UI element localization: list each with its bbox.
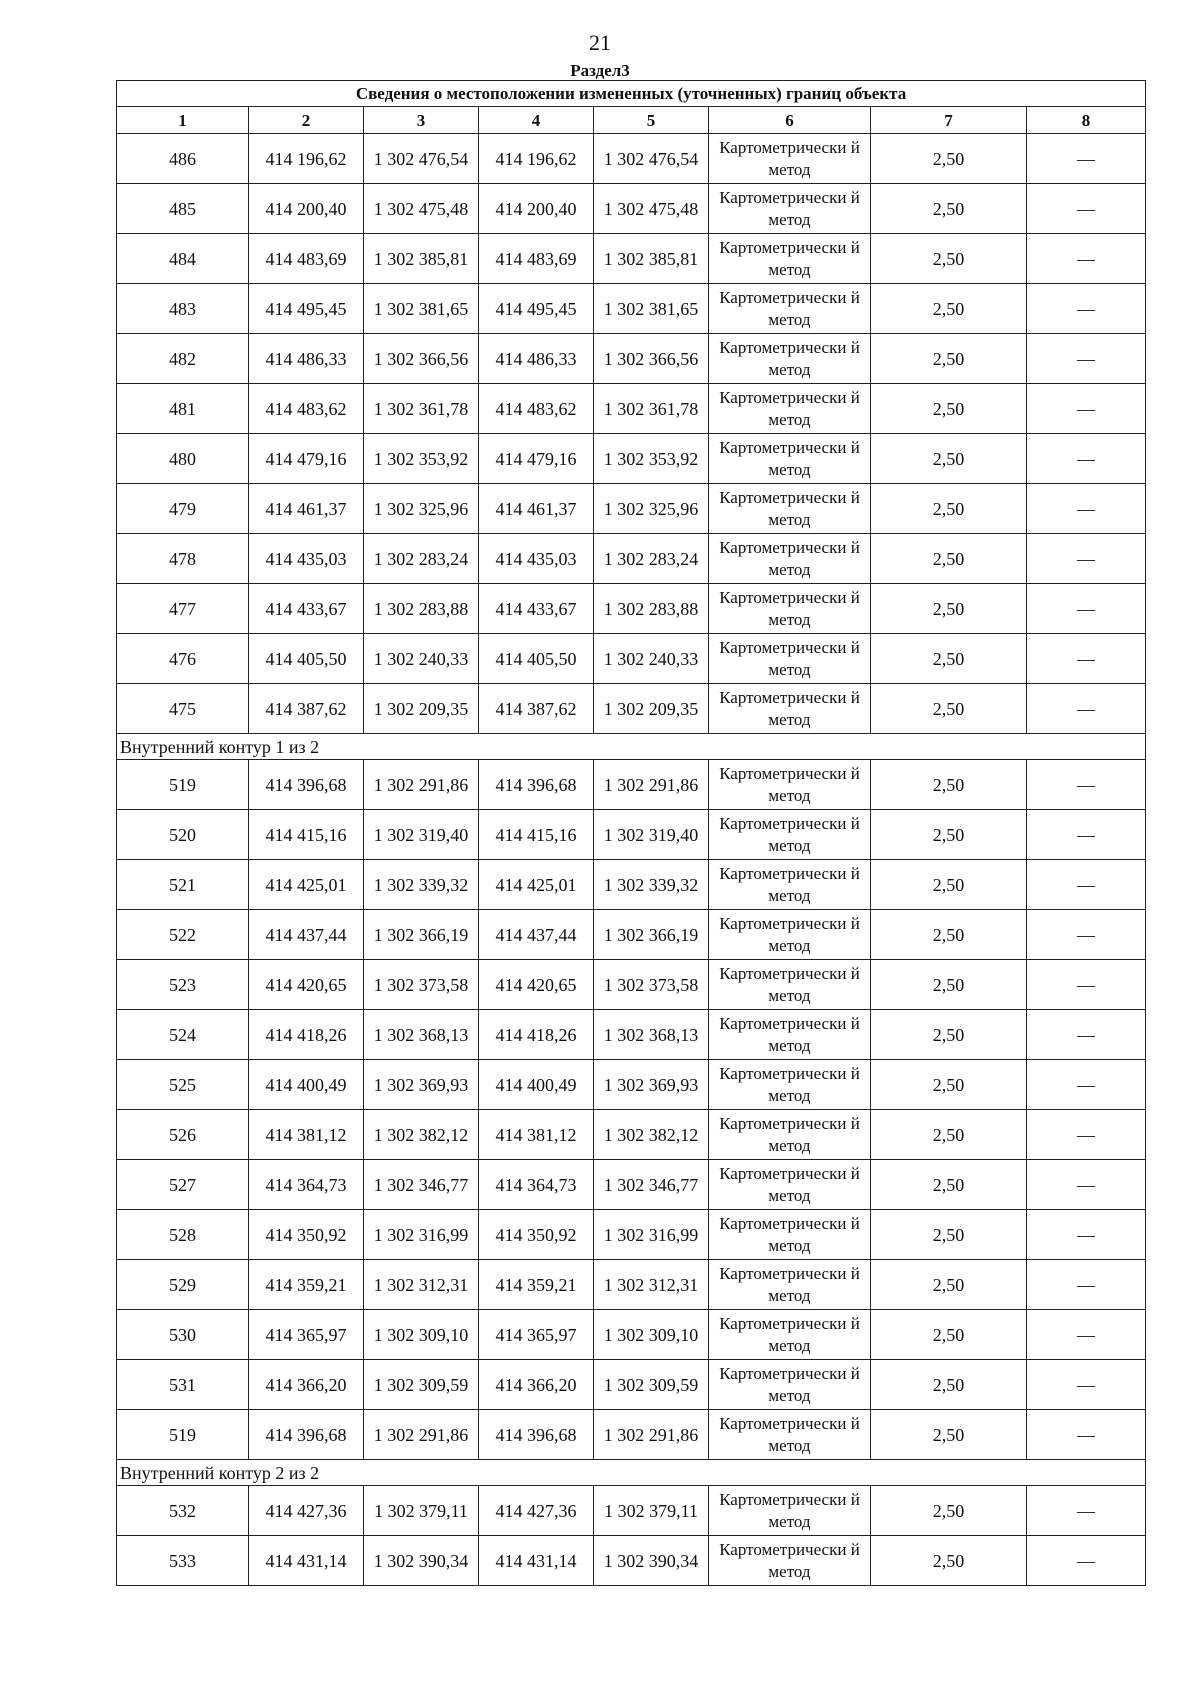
method-cell: Картометрически й метод — [709, 810, 871, 860]
x-existing-cell: 414 196,62 — [249, 134, 364, 184]
x-existing-cell: 414 366,20 — [249, 1360, 364, 1410]
y-existing-cell: 1 302 309,10 — [364, 1310, 479, 1360]
accuracy-cell: 2,50 — [871, 284, 1027, 334]
method-cell: Картометрически й метод — [709, 1160, 871, 1210]
description-cell: — — [1027, 1410, 1146, 1460]
x-existing-cell: 414 483,62 — [249, 384, 364, 434]
table-row — [117, 484, 1146, 534]
description-cell: — — [1027, 1310, 1146, 1360]
x-existing-cell: 414 431,14 — [249, 1536, 364, 1586]
description-cell: — — [1027, 684, 1146, 734]
point-number-cell: 475 — [117, 684, 249, 734]
x-refined-cell: 414 431,14 — [479, 1536, 594, 1586]
y-refined-cell: 1 302 475,48 — [594, 184, 709, 234]
point-number-cell: 483 — [117, 284, 249, 334]
y-existing-cell: 1 302 209,35 — [364, 684, 479, 734]
x-existing-cell: 414 365,97 — [249, 1310, 364, 1360]
accuracy-cell: 2,50 — [871, 584, 1027, 634]
y-refined-cell: 1 302 476,54 — [594, 134, 709, 184]
point-number-cell: 523 — [117, 960, 249, 1010]
description-cell: — — [1027, 760, 1146, 810]
method-cell: Картометрически й метод — [709, 1310, 871, 1360]
method-cell: Картометрически й метод — [709, 634, 871, 684]
y-refined-cell: 1 302 385,81 — [594, 234, 709, 284]
point-number-cell: 484 — [117, 234, 249, 284]
accuracy-cell: 2,50 — [871, 1060, 1027, 1110]
y-refined-cell: 1 302 381,65 — [594, 284, 709, 334]
x-refined-cell: 414 359,21 — [479, 1260, 594, 1310]
y-refined-cell: 1 302 366,19 — [594, 910, 709, 960]
table-row — [117, 1260, 1146, 1310]
table-row — [117, 634, 1146, 684]
x-existing-cell: 414 433,67 — [249, 584, 364, 634]
point-number-cell: 486 — [117, 134, 249, 184]
accuracy-cell: 2,50 — [871, 960, 1027, 1010]
table-row — [117, 1010, 1146, 1060]
table-row — [117, 910, 1146, 960]
y-refined-cell: 1 302 283,88 — [594, 584, 709, 634]
x-refined-cell: 414 435,03 — [479, 534, 594, 584]
accuracy-cell: 2,50 — [871, 1260, 1027, 1310]
description-cell: — — [1027, 1210, 1146, 1260]
table-row — [117, 1536, 1146, 1586]
method-cell: Картометрически й метод — [709, 1210, 871, 1260]
x-refined-cell: 414 425,01 — [479, 860, 594, 910]
description-cell: — — [1027, 1060, 1146, 1110]
y-existing-cell: 1 302 390,34 — [364, 1536, 479, 1586]
x-existing-cell: 414 350,92 — [249, 1210, 364, 1260]
accuracy-cell: 2,50 — [871, 334, 1027, 384]
contour-label: Внутренний контур 1 из 2 — [117, 734, 1146, 760]
contour-header-row — [117, 1460, 1146, 1486]
method-cell: Картометрически й метод — [709, 960, 871, 1010]
y-existing-cell: 1 302 316,99 — [364, 1210, 479, 1260]
x-refined-cell: 414 483,69 — [479, 234, 594, 284]
method-cell: Картометрически й метод — [709, 1410, 871, 1460]
table-row — [117, 760, 1146, 810]
point-number-cell: 477 — [117, 584, 249, 634]
x-refined-cell: 414 495,45 — [479, 284, 594, 334]
column-number: 4 — [479, 107, 594, 134]
accuracy-cell: 2,50 — [871, 384, 1027, 434]
accuracy-cell: 2,50 — [871, 1210, 1027, 1260]
y-existing-cell: 1 302 475,48 — [364, 184, 479, 234]
y-existing-cell: 1 302 312,31 — [364, 1260, 479, 1310]
point-number-cell: 476 — [117, 634, 249, 684]
column-number: 8 — [1027, 107, 1146, 134]
column-number: 7 — [871, 107, 1027, 134]
x-refined-cell: 414 196,62 — [479, 134, 594, 184]
point-number-cell: 519 — [117, 760, 249, 810]
page-number: 21 — [589, 30, 611, 55]
description-cell: — — [1027, 334, 1146, 384]
method-cell: Картометрически й метод — [709, 184, 871, 234]
contour-header-row — [117, 734, 1146, 760]
boundary-coordinates-table — [116, 80, 1146, 1586]
accuracy-cell: 2,50 — [871, 1310, 1027, 1360]
description-cell: — — [1027, 1160, 1146, 1210]
x-refined-cell: 414 200,40 — [479, 184, 594, 234]
y-existing-cell: 1 302 366,19 — [364, 910, 479, 960]
column-numbers-row — [117, 107, 1146, 134]
y-refined-cell: 1 302 319,40 — [594, 810, 709, 860]
method-cell: Картометрически й метод — [709, 1010, 871, 1060]
x-existing-cell: 414 418,26 — [249, 1010, 364, 1060]
y-existing-cell: 1 302 309,59 — [364, 1360, 479, 1410]
x-existing-cell: 414 396,68 — [249, 1410, 364, 1460]
y-existing-cell: 1 302 381,65 — [364, 284, 479, 334]
method-cell: Картометрически й метод — [709, 1360, 871, 1410]
point-number-cell: 532 — [117, 1486, 249, 1536]
table-caption: Сведения о местоположении измененных (уточненных) границ объекта — [117, 81, 1146, 107]
y-refined-cell: 1 302 361,78 — [594, 384, 709, 434]
y-refined-cell: 1 302 369,93 — [594, 1060, 709, 1110]
accuracy-cell: 2,50 — [871, 860, 1027, 910]
method-cell: Картометрически й метод — [709, 584, 871, 634]
y-existing-cell: 1 302 319,40 — [364, 810, 479, 860]
table-row — [117, 584, 1146, 634]
description-cell: — — [1027, 960, 1146, 1010]
x-refined-cell: 414 396,68 — [479, 1410, 594, 1460]
point-number-cell: 478 — [117, 534, 249, 584]
x-refined-cell: 414 461,37 — [479, 484, 594, 534]
accuracy-cell: 2,50 — [871, 1010, 1027, 1060]
x-existing-cell: 414 396,68 — [249, 760, 364, 810]
description-cell: — — [1027, 860, 1146, 910]
accuracy-cell: 2,50 — [871, 1486, 1027, 1536]
x-refined-cell: 414 420,65 — [479, 960, 594, 1010]
method-cell: Картометрически й метод — [709, 234, 871, 284]
y-refined-cell: 1 302 209,35 — [594, 684, 709, 734]
table-row — [117, 1110, 1146, 1160]
method-cell: Картометрически й метод — [709, 1536, 871, 1586]
accuracy-cell: 2,50 — [871, 1110, 1027, 1160]
x-refined-cell: 414 483,62 — [479, 384, 594, 434]
x-existing-cell: 414 405,50 — [249, 634, 364, 684]
y-existing-cell: 1 302 283,24 — [364, 534, 479, 584]
table-row — [117, 234, 1146, 284]
point-number-cell: 522 — [117, 910, 249, 960]
x-refined-cell: 414 400,49 — [479, 1060, 594, 1110]
x-refined-cell: 414 396,68 — [479, 760, 594, 810]
point-number-cell: 527 — [117, 1160, 249, 1210]
description-cell: — — [1027, 1260, 1146, 1310]
y-existing-cell: 1 302 368,13 — [364, 1010, 479, 1060]
table-row — [117, 1310, 1146, 1360]
description-cell: — — [1027, 434, 1146, 484]
contour-label: Внутренний контур 2 из 2 — [117, 1460, 1146, 1486]
x-existing-cell: 414 381,12 — [249, 1110, 364, 1160]
accuracy-cell: 2,50 — [871, 484, 1027, 534]
x-existing-cell: 414 415,16 — [249, 810, 364, 860]
description-cell: — — [1027, 910, 1146, 960]
accuracy-cell: 2,50 — [871, 910, 1027, 960]
y-refined-cell: 1 302 373,58 — [594, 960, 709, 1010]
y-refined-cell: 1 302 366,56 — [594, 334, 709, 384]
table-row — [117, 860, 1146, 910]
x-refined-cell: 414 486,33 — [479, 334, 594, 384]
point-number-cell: 520 — [117, 810, 249, 860]
method-cell: Картометрически й метод — [709, 1060, 871, 1110]
description-cell: — — [1027, 284, 1146, 334]
description-cell: — — [1027, 1360, 1146, 1410]
description-cell: — — [1027, 234, 1146, 284]
x-existing-cell: 414 495,45 — [249, 284, 364, 334]
description-cell: — — [1027, 484, 1146, 534]
y-refined-cell: 1 302 346,77 — [594, 1160, 709, 1210]
x-refined-cell: 414 415,16 — [479, 810, 594, 860]
x-refined-cell: 414 433,67 — [479, 584, 594, 634]
x-existing-cell: 414 486,33 — [249, 334, 364, 384]
y-existing-cell: 1 302 379,11 — [364, 1486, 479, 1536]
method-cell: Картометрически й метод — [709, 134, 871, 184]
y-refined-cell: 1 302 291,86 — [594, 1410, 709, 1460]
point-number-cell: 519 — [117, 1410, 249, 1460]
y-refined-cell: 1 302 283,24 — [594, 534, 709, 584]
y-refined-cell: 1 302 325,96 — [594, 484, 709, 534]
method-cell: Картометрически й метод — [709, 1260, 871, 1310]
y-existing-cell: 1 302 353,92 — [364, 434, 479, 484]
y-existing-cell: 1 302 240,33 — [364, 634, 479, 684]
column-number: 2 — [249, 107, 364, 134]
description-cell: — — [1027, 134, 1146, 184]
y-existing-cell: 1 302 346,77 — [364, 1160, 479, 1210]
section-title: Раздел3 — [570, 61, 630, 80]
accuracy-cell: 2,50 — [871, 184, 1027, 234]
point-number-cell: 482 — [117, 334, 249, 384]
accuracy-cell: 2,50 — [871, 1360, 1027, 1410]
method-cell: Картометрически й метод — [709, 384, 871, 434]
y-existing-cell: 1 302 385,81 — [364, 234, 479, 284]
x-existing-cell: 414 400,49 — [249, 1060, 364, 1110]
point-number-cell: 529 — [117, 1260, 249, 1310]
accuracy-cell: 2,50 — [871, 134, 1027, 184]
point-number-cell: 521 — [117, 860, 249, 910]
y-refined-cell: 1 302 240,33 — [594, 634, 709, 684]
method-cell: Картометрически й метод — [709, 1486, 871, 1536]
x-existing-cell: 414 425,01 — [249, 860, 364, 910]
x-existing-cell: 414 437,44 — [249, 910, 364, 960]
x-existing-cell: 414 387,62 — [249, 684, 364, 734]
y-existing-cell: 1 302 476,54 — [364, 134, 479, 184]
table-row — [117, 960, 1146, 1010]
column-number: 6 — [709, 107, 871, 134]
method-cell: Картометрически й метод — [709, 684, 871, 734]
y-existing-cell: 1 302 339,32 — [364, 860, 479, 910]
x-existing-cell: 414 364,73 — [249, 1160, 364, 1210]
point-number-cell: 531 — [117, 1360, 249, 1410]
accuracy-cell: 2,50 — [871, 1160, 1027, 1210]
table-row — [117, 1210, 1146, 1260]
table-row — [117, 1060, 1146, 1110]
accuracy-cell: 2,50 — [871, 810, 1027, 860]
y-existing-cell: 1 302 382,12 — [364, 1110, 479, 1160]
y-refined-cell: 1 302 382,12 — [594, 1110, 709, 1160]
x-refined-cell: 414 418,26 — [479, 1010, 594, 1060]
table-row — [117, 1486, 1146, 1536]
x-refined-cell: 414 479,16 — [479, 434, 594, 484]
description-cell: — — [1027, 1110, 1146, 1160]
method-cell: Картометрически й метод — [709, 284, 871, 334]
x-refined-cell: 414 427,36 — [479, 1486, 594, 1536]
x-refined-cell: 414 381,12 — [479, 1110, 594, 1160]
column-number: 3 — [364, 107, 479, 134]
y-refined-cell: 1 302 291,86 — [594, 760, 709, 810]
description-cell: — — [1027, 1010, 1146, 1060]
y-existing-cell: 1 302 361,78 — [364, 384, 479, 434]
y-refined-cell: 1 302 339,32 — [594, 860, 709, 910]
method-cell: Картометрически й метод — [709, 910, 871, 960]
method-cell: Картометрически й метод — [709, 760, 871, 810]
description-cell: — — [1027, 584, 1146, 634]
table-row — [117, 334, 1146, 384]
table-row — [117, 134, 1146, 184]
y-existing-cell: 1 302 369,93 — [364, 1060, 479, 1110]
x-existing-cell: 414 479,16 — [249, 434, 364, 484]
description-cell: — — [1027, 634, 1146, 684]
point-number-cell: 524 — [117, 1010, 249, 1060]
point-number-cell: 533 — [117, 1536, 249, 1586]
method-cell: Картометрически й метод — [709, 334, 871, 384]
x-refined-cell: 414 350,92 — [479, 1210, 594, 1260]
x-refined-cell: 414 366,20 — [479, 1360, 594, 1410]
table-row — [117, 534, 1146, 584]
description-cell: — — [1027, 1536, 1146, 1586]
table-row — [117, 384, 1146, 434]
point-number-cell: 525 — [117, 1060, 249, 1110]
y-refined-cell: 1 302 312,31 — [594, 1260, 709, 1310]
x-refined-cell: 414 437,44 — [479, 910, 594, 960]
x-refined-cell: 414 364,73 — [479, 1160, 594, 1210]
description-cell: — — [1027, 184, 1146, 234]
accuracy-cell: 2,50 — [871, 234, 1027, 284]
y-refined-cell: 1 302 309,59 — [594, 1360, 709, 1410]
table-caption-row — [117, 81, 1146, 107]
y-refined-cell: 1 302 368,13 — [594, 1010, 709, 1060]
x-existing-cell: 414 200,40 — [249, 184, 364, 234]
description-cell: — — [1027, 810, 1146, 860]
x-refined-cell: 414 387,62 — [479, 684, 594, 734]
table-row — [117, 184, 1146, 234]
table-row — [117, 1360, 1146, 1410]
point-number-cell: 485 — [117, 184, 249, 234]
table-row — [117, 1160, 1146, 1210]
table-row — [117, 684, 1146, 734]
y-existing-cell: 1 302 283,88 — [364, 584, 479, 634]
column-number: 5 — [594, 107, 709, 134]
accuracy-cell: 2,50 — [871, 534, 1027, 584]
method-cell: Картометрически й метод — [709, 484, 871, 534]
method-cell: Картометрически й метод — [709, 534, 871, 584]
y-refined-cell: 1 302 390,34 — [594, 1536, 709, 1586]
x-existing-cell: 414 427,36 — [249, 1486, 364, 1536]
point-number-cell: 480 — [117, 434, 249, 484]
point-number-cell: 479 — [117, 484, 249, 534]
x-refined-cell: 414 405,50 — [479, 634, 594, 684]
y-existing-cell: 1 302 366,56 — [364, 334, 479, 384]
y-refined-cell: 1 302 379,11 — [594, 1486, 709, 1536]
point-number-cell: 528 — [117, 1210, 249, 1260]
y-existing-cell: 1 302 325,96 — [364, 484, 479, 534]
x-refined-cell: 414 365,97 — [479, 1310, 594, 1360]
x-existing-cell: 414 420,65 — [249, 960, 364, 1010]
method-cell: Картометрически й метод — [709, 1110, 871, 1160]
point-number-cell: 526 — [117, 1110, 249, 1160]
accuracy-cell: 2,50 — [871, 760, 1027, 810]
description-cell: — — [1027, 534, 1146, 584]
table-row — [117, 284, 1146, 334]
table-body — [117, 81, 1146, 1586]
description-cell: — — [1027, 1486, 1146, 1536]
accuracy-cell: 2,50 — [871, 1536, 1027, 1586]
column-number: 1 — [117, 107, 249, 134]
accuracy-cell: 2,50 — [871, 1410, 1027, 1460]
table-row — [117, 434, 1146, 484]
description-cell: — — [1027, 384, 1146, 434]
point-number-cell: 481 — [117, 384, 249, 434]
x-existing-cell: 414 435,03 — [249, 534, 364, 584]
accuracy-cell: 2,50 — [871, 684, 1027, 734]
x-existing-cell: 414 359,21 — [249, 1260, 364, 1310]
method-cell: Картометрически й метод — [709, 860, 871, 910]
point-number-cell: 530 — [117, 1310, 249, 1360]
table-row — [117, 810, 1146, 860]
y-existing-cell: 1 302 291,86 — [364, 760, 479, 810]
table-row — [117, 1410, 1146, 1460]
x-existing-cell: 414 483,69 — [249, 234, 364, 284]
y-existing-cell: 1 302 291,86 — [364, 1410, 479, 1460]
x-existing-cell: 414 461,37 — [249, 484, 364, 534]
y-refined-cell: 1 302 316,99 — [594, 1210, 709, 1260]
accuracy-cell: 2,50 — [871, 434, 1027, 484]
y-refined-cell: 1 302 309,10 — [594, 1310, 709, 1360]
accuracy-cell: 2,50 — [871, 634, 1027, 684]
method-cell: Картометрически й метод — [709, 434, 871, 484]
y-existing-cell: 1 302 373,58 — [364, 960, 479, 1010]
y-refined-cell: 1 302 353,92 — [594, 434, 709, 484]
